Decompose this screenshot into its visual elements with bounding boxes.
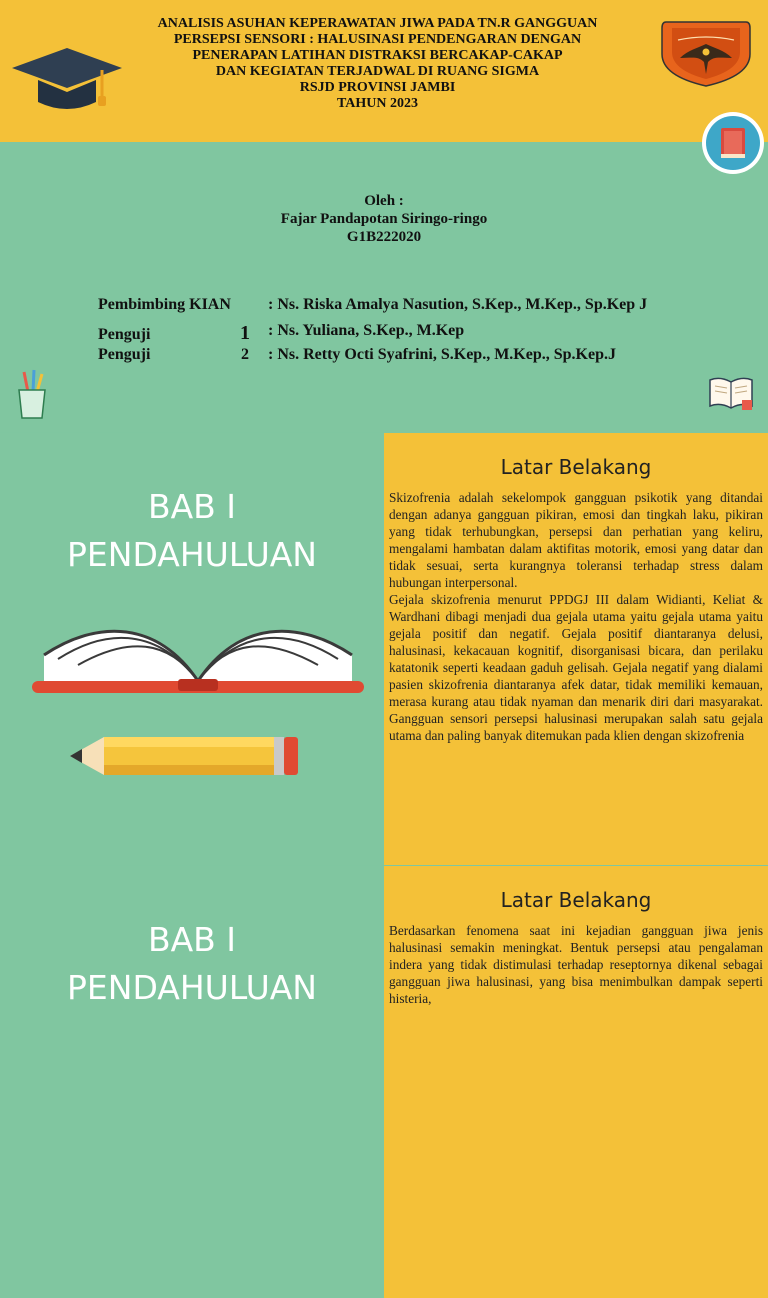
examiner-number: 2: [241, 346, 249, 363]
section-title: Latar Belakang: [500, 888, 652, 912]
title-line: RSJD PROVINSI JAMBI: [299, 80, 456, 95]
university-logo: [658, 18, 754, 88]
intro-slide-continued: [0, 866, 768, 1298]
title-line: DAN KEGIATAN TERJADWAL DI RUANG SIGMA: [215, 64, 540, 79]
open-book-icon: [28, 601, 368, 701]
author-name: Fajar Pandapotan Siringo-ringo: [280, 211, 488, 227]
cover-slide: [0, 0, 768, 432]
examiner-name: : Ns. Retty Octi Syafrini, S.Kep., M.Kep., Sp.Kep.J: [268, 346, 616, 363]
title-line: ANALISIS ASUHAN KEPERAWATAN JIWA PADA TN.R GANGGUAN: [157, 16, 598, 31]
graduation-cap-icon: [10, 40, 125, 115]
paragraph: Skizofrenia adalah sekelompok gangguan psikotik yang ditandai dengan adanya gangguan pikiran, emosi dan tingkah laku, pikiran yang tidak terhubungkan, persepsi dan perhatian yang keliru, mengalami hambatan dalam aktifitas motorik, emosi yang datar dan tidak sesuai, serta kurangnya toleransi terhadap stress dalam hubungan interpersonal.: [389, 490, 763, 590]
section-title: Latar Belakang: [500, 455, 652, 479]
author-block: [0, 192, 768, 246]
paragraph: Berdasarkan fenomena saat ini kejadian gangguan jiwa jenis halusinasi semakin meningkat. Bentuk persepsi atau pengalaman indera yang tidak distimulasi terhadap reseptornya dikenal sebagai gangguan jiwa halusinasi, yang bisa menimbulkan dampak seperti histeria,: [389, 923, 763, 1006]
chapter-heading: [0, 483, 384, 579]
pencil-cup-icon: [14, 368, 50, 420]
supervisor-label: Pembimbing KIAN: [98, 296, 231, 313]
open-book-icon: [706, 372, 756, 414]
paragraph: Gejala skizofrenia menurut PPDGJ III dalam Widianti, Keliat & Wardhani dibagi menjadi dua gejala utama yaitu gejala utama yaitu gejala positif dan negatif. Gejala positif diantaranya delusi, halusinasi, kekacauan kognitif, disorganisasi bicara, dan perilaku katatonik seperti keadaan gaduh gelisah. Gejala negatif yang dialami pasien skizofrenia diantaranya afek datar, tidak memiliki kemauan, merasa kurang atau tidak nyaman dan menarik diri dari masyarakat. Gangguan sensori persepsi halusinasi merupakan salah satu gejala utama dan paling banyak ditemukan pada klien dengan skizofrenia: [389, 592, 763, 743]
title-line: PERSEPSI SENSORI : HALUSINASI PENDENGARAN DENGAN: [173, 32, 582, 47]
title-line: PENERAPAN LATIHAN DISTRAKSI BERCAKAP-CAKAP: [192, 48, 563, 63]
examiner-label: Penguji: [98, 346, 151, 363]
section-body: [389, 922, 763, 1007]
intro-slide: [0, 433, 768, 865]
chapter-heading: [0, 916, 384, 1012]
examiner-name: : Ns. Yuliana, S.Kep., M.Kep: [268, 322, 465, 339]
cover-title: [120, 16, 635, 112]
section-body: [389, 489, 763, 744]
chapter-title: PENDAHULUAN: [67, 535, 317, 574]
examiner-row: [98, 322, 465, 345]
supervisor-name: : Ns. Riska Amalya Nasution, S.Kep., M.Kep., Sp.Kep J: [268, 296, 648, 313]
oleh-label: Oleh :: [364, 193, 404, 209]
student-id: G1B222020: [346, 229, 422, 245]
title-line: TAHUN 2023: [336, 96, 419, 111]
pencil-icon: [68, 733, 300, 779]
chapter-number: BAB I: [147, 920, 237, 959]
examiner-label: Penguji: [98, 326, 151, 343]
examiner-row: [98, 346, 616, 364]
supervisor-row: [98, 296, 648, 314]
chapter-number: BAB I: [147, 487, 237, 526]
examiner-number: 1: [240, 322, 250, 344]
book-circle-icon: [700, 110, 766, 176]
chapter-title: PENDAHULUAN: [67, 968, 317, 1007]
